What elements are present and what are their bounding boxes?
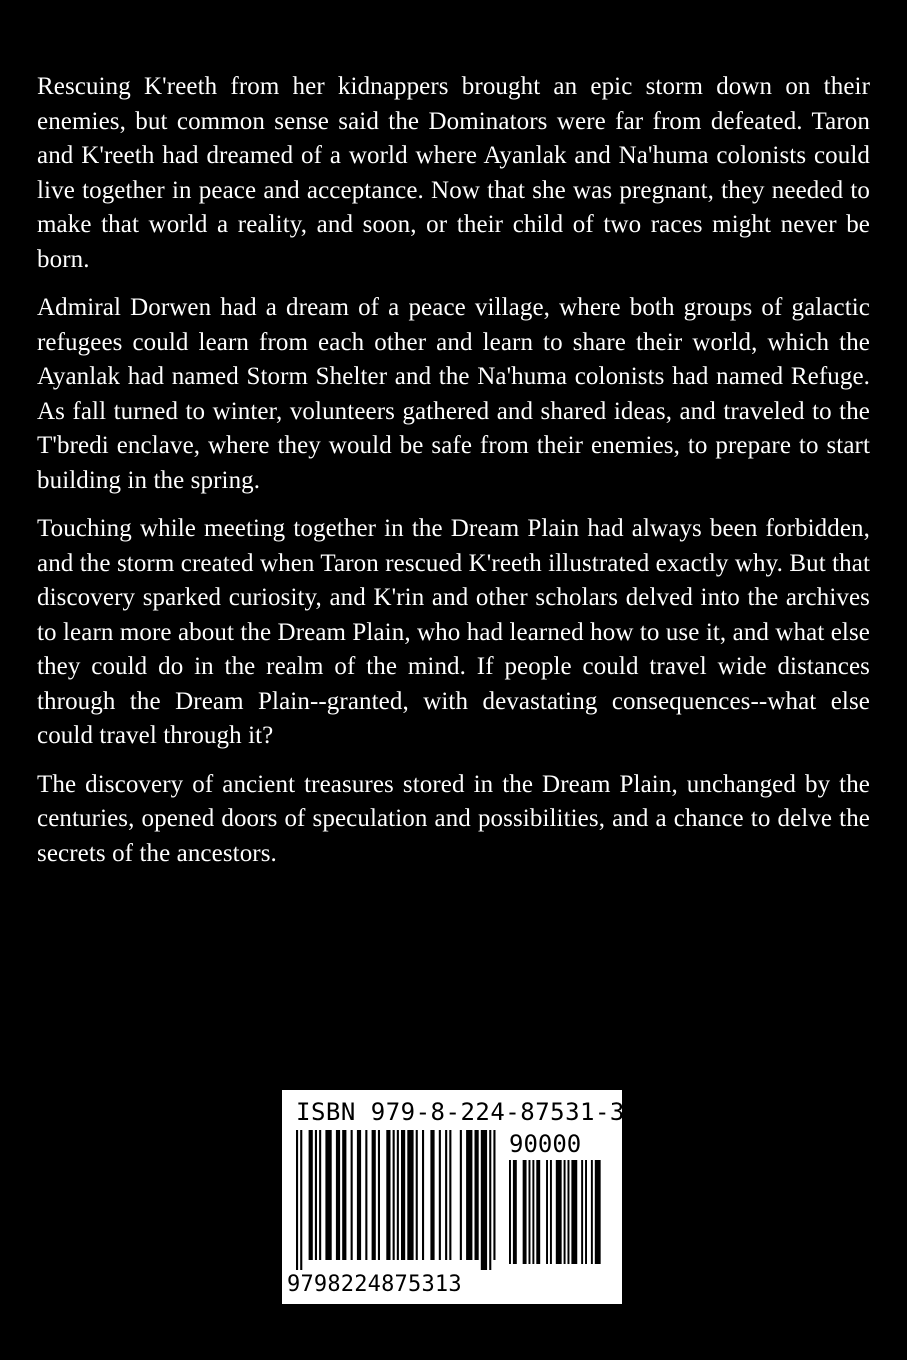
barcode-bar	[489, 1130, 491, 1270]
barcode-bar	[365, 1130, 367, 1260]
barcode-bar	[595, 1160, 601, 1264]
barcode-bar	[475, 1130, 479, 1260]
ean-barcode-bars	[296, 1130, 501, 1272]
barcode-bar	[546, 1160, 548, 1264]
blurb-paragraph-1: Rescuing K'reeth from her kidnappers brought an epic storm down on their enemies, but common sense said the Dominators were far from defeated. Taron and K'reeth had dreamed of a world where Ayanlak and Na'huma colonists could live together in peace and acceptance. Now that she was pregnant, they needed to make that world a reality, and soon, or their child of two races might never be born.	[37, 73, 870, 273]
barcode-bar	[449, 1130, 451, 1260]
barcode-bar	[585, 1160, 587, 1264]
barcode-bar	[581, 1160, 583, 1264]
blurb-paragraph-4: The discovery of ancient treasures stored in the Dream Plain, unchanged by the centuries, opened doors of speculation and possibilities, and a chance to delve the secrets of the ancestors.	[37, 770, 870, 867]
barcode-bar	[372, 1130, 376, 1260]
barcode-bar	[407, 1130, 413, 1260]
barcode-bar	[532, 1160, 534, 1264]
barcode-bar	[536, 1160, 540, 1264]
isbn-label: ISBN 979-8-224-87531-3	[296, 1098, 625, 1126]
barcode-bar	[378, 1130, 380, 1260]
barcode-bar	[529, 1160, 531, 1264]
addon-barcode-bars	[509, 1160, 609, 1272]
barcode-bar	[564, 1160, 566, 1264]
barcode-bar	[460, 1130, 462, 1260]
barcode-bar	[386, 1130, 390, 1260]
barcode-bar	[568, 1160, 570, 1264]
barcode-bar	[357, 1130, 361, 1260]
barcode-bar	[336, 1130, 340, 1260]
barcode-bar	[325, 1130, 331, 1260]
barcode-bar	[481, 1130, 487, 1270]
barcode-bar	[351, 1130, 353, 1260]
barcode-bar	[509, 1160, 511, 1264]
barcode-bar	[550, 1160, 552, 1264]
barcode-bar	[342, 1130, 346, 1260]
barcode-bar	[439, 1130, 441, 1260]
barcode-bar	[309, 1130, 313, 1260]
barcode-bar	[315, 1130, 317, 1260]
barcode-bar	[319, 1130, 321, 1260]
barcode-bar	[571, 1160, 577, 1264]
blurb-paragraph-2: Admiral Dorwen had a dream of a peace village, where both groups of galactic refugees could learn from each other and learn to share their world, which the Ayanlak had named Storm Shelter and the Na'huma colonists had named Refuge. As fall turned to winter, volunteers gathered and shared ideas, and traveled to the T'bredi enclave, where they would be safe from their enemies, to prepare to start building in the spring.	[37, 294, 870, 494]
barcode-bar	[523, 1160, 527, 1264]
barcode-bar	[397, 1130, 399, 1260]
barcode-bar	[296, 1130, 298, 1270]
barcode-bar	[401, 1130, 405, 1260]
barcode-bar	[300, 1130, 302, 1270]
barcode-bar	[422, 1130, 424, 1260]
barcode-bar	[591, 1160, 593, 1264]
isbn-barcode-block	[282, 1090, 625, 1304]
barcode-bar	[393, 1130, 395, 1260]
barcode-bar	[466, 1130, 472, 1260]
price-addon-code: 90000	[509, 1130, 582, 1158]
barcode-bar	[416, 1130, 418, 1260]
barcode-bar	[556, 1160, 562, 1264]
barcode-bar	[430, 1130, 434, 1260]
barcode-bar	[445, 1130, 447, 1260]
barcode-bar	[493, 1130, 495, 1260]
back-cover-blurb	[37, 70, 870, 885]
barcode-digits: 9798224875313	[287, 1272, 462, 1297]
blurb-paragraph-3: Touching while meeting together in the Dream Plain had always been forbidden, and the storm created when Taron rescued K'reeth illustrated exactly why. But that discovery sparked curiosity, and K'rin and other scholars delved into the archives to learn more about the Dream Plain, who had learned how to use it, and what else they could do in the realm of the mind. If people could travel wide distances through the Dream Plain--granted, with devastating consequences--what else could travel through it?	[37, 515, 870, 749]
barcode-bar	[513, 1160, 517, 1264]
